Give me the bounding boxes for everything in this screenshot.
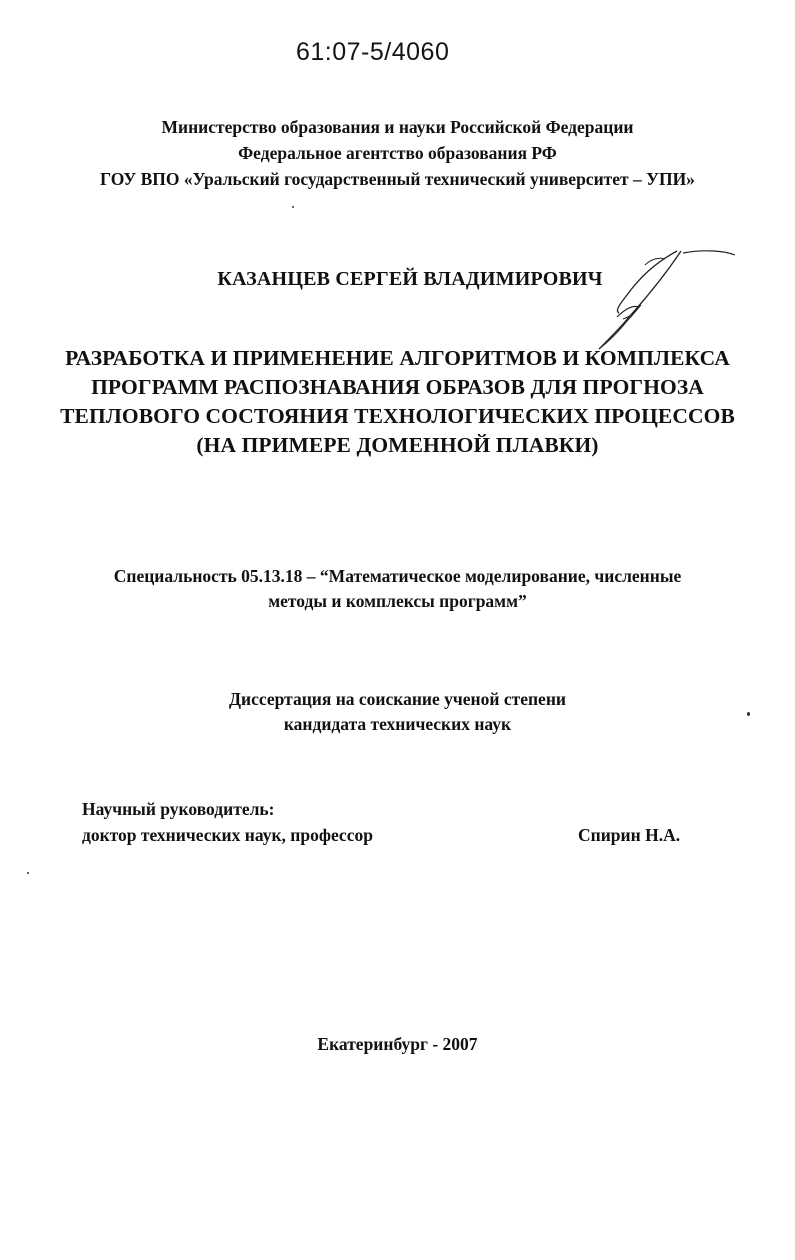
city-year: Екатеринбург - 2007 <box>317 1034 478 1054</box>
title-line-3: ТЕПЛОВОГО СОСТОЯНИЯ ТЕХНОЛОГИЧЕСКИХ ПРОЦЕССОВ <box>60 404 735 428</box>
title-line-2: ПРОГРАММ РАСПОЗНАВАНИЯ ОБРАЗОВ ДЛЯ ПРОГНОЗА <box>91 375 704 399</box>
specialty-line-1: Специальность 05.13.18 – “Математическое моделирование, численные <box>113 566 682 586</box>
supervisor-title: доктор технических наук, профессор <box>82 825 373 845</box>
title-line-4: (НА ПРИМЕРЕ ДОМЕННОЙ ПЛАВКИ) <box>196 433 599 457</box>
author-name: КАЗАНЦЕВ СЕРГЕЙ ВЛАДИМИРОВИЧ <box>217 268 603 290</box>
degree-line-1: Диссертация на соискание ученой степени <box>229 689 566 709</box>
organization-block <box>0 114 795 192</box>
specialty-line-2: методы и комплексы программ” <box>268 591 527 611</box>
degree-line-2: кандидата технических наук <box>283 714 512 734</box>
title-line-1: РАЗРАБОТКА И ПРИМЕНЕНИЕ АЛГОРИТМОВ И КОМПЛЕКСА <box>65 346 730 370</box>
supervisor-name: Спирин Н.А. <box>578 825 681 845</box>
dissertation-title <box>0 344 795 460</box>
degree-block <box>0 687 795 737</box>
specialty-block <box>0 564 795 614</box>
agency-line: Федеральное агентство образования РФ <box>238 143 557 163</box>
ministry-line: Министерство образования и науки Российской Федерации <box>161 117 634 137</box>
scan-speck <box>747 712 750 716</box>
university-line: ГОУ ВПО «Уральский государственный технический университет – УПИ» <box>100 169 695 189</box>
archive-code: 61:07-5/4060 <box>296 38 450 66</box>
scan-speck <box>27 872 29 874</box>
handwritten-signature <box>585 245 745 360</box>
scan-speck <box>292 206 294 208</box>
supervisor-label: Научный руководитель: <box>82 799 275 819</box>
